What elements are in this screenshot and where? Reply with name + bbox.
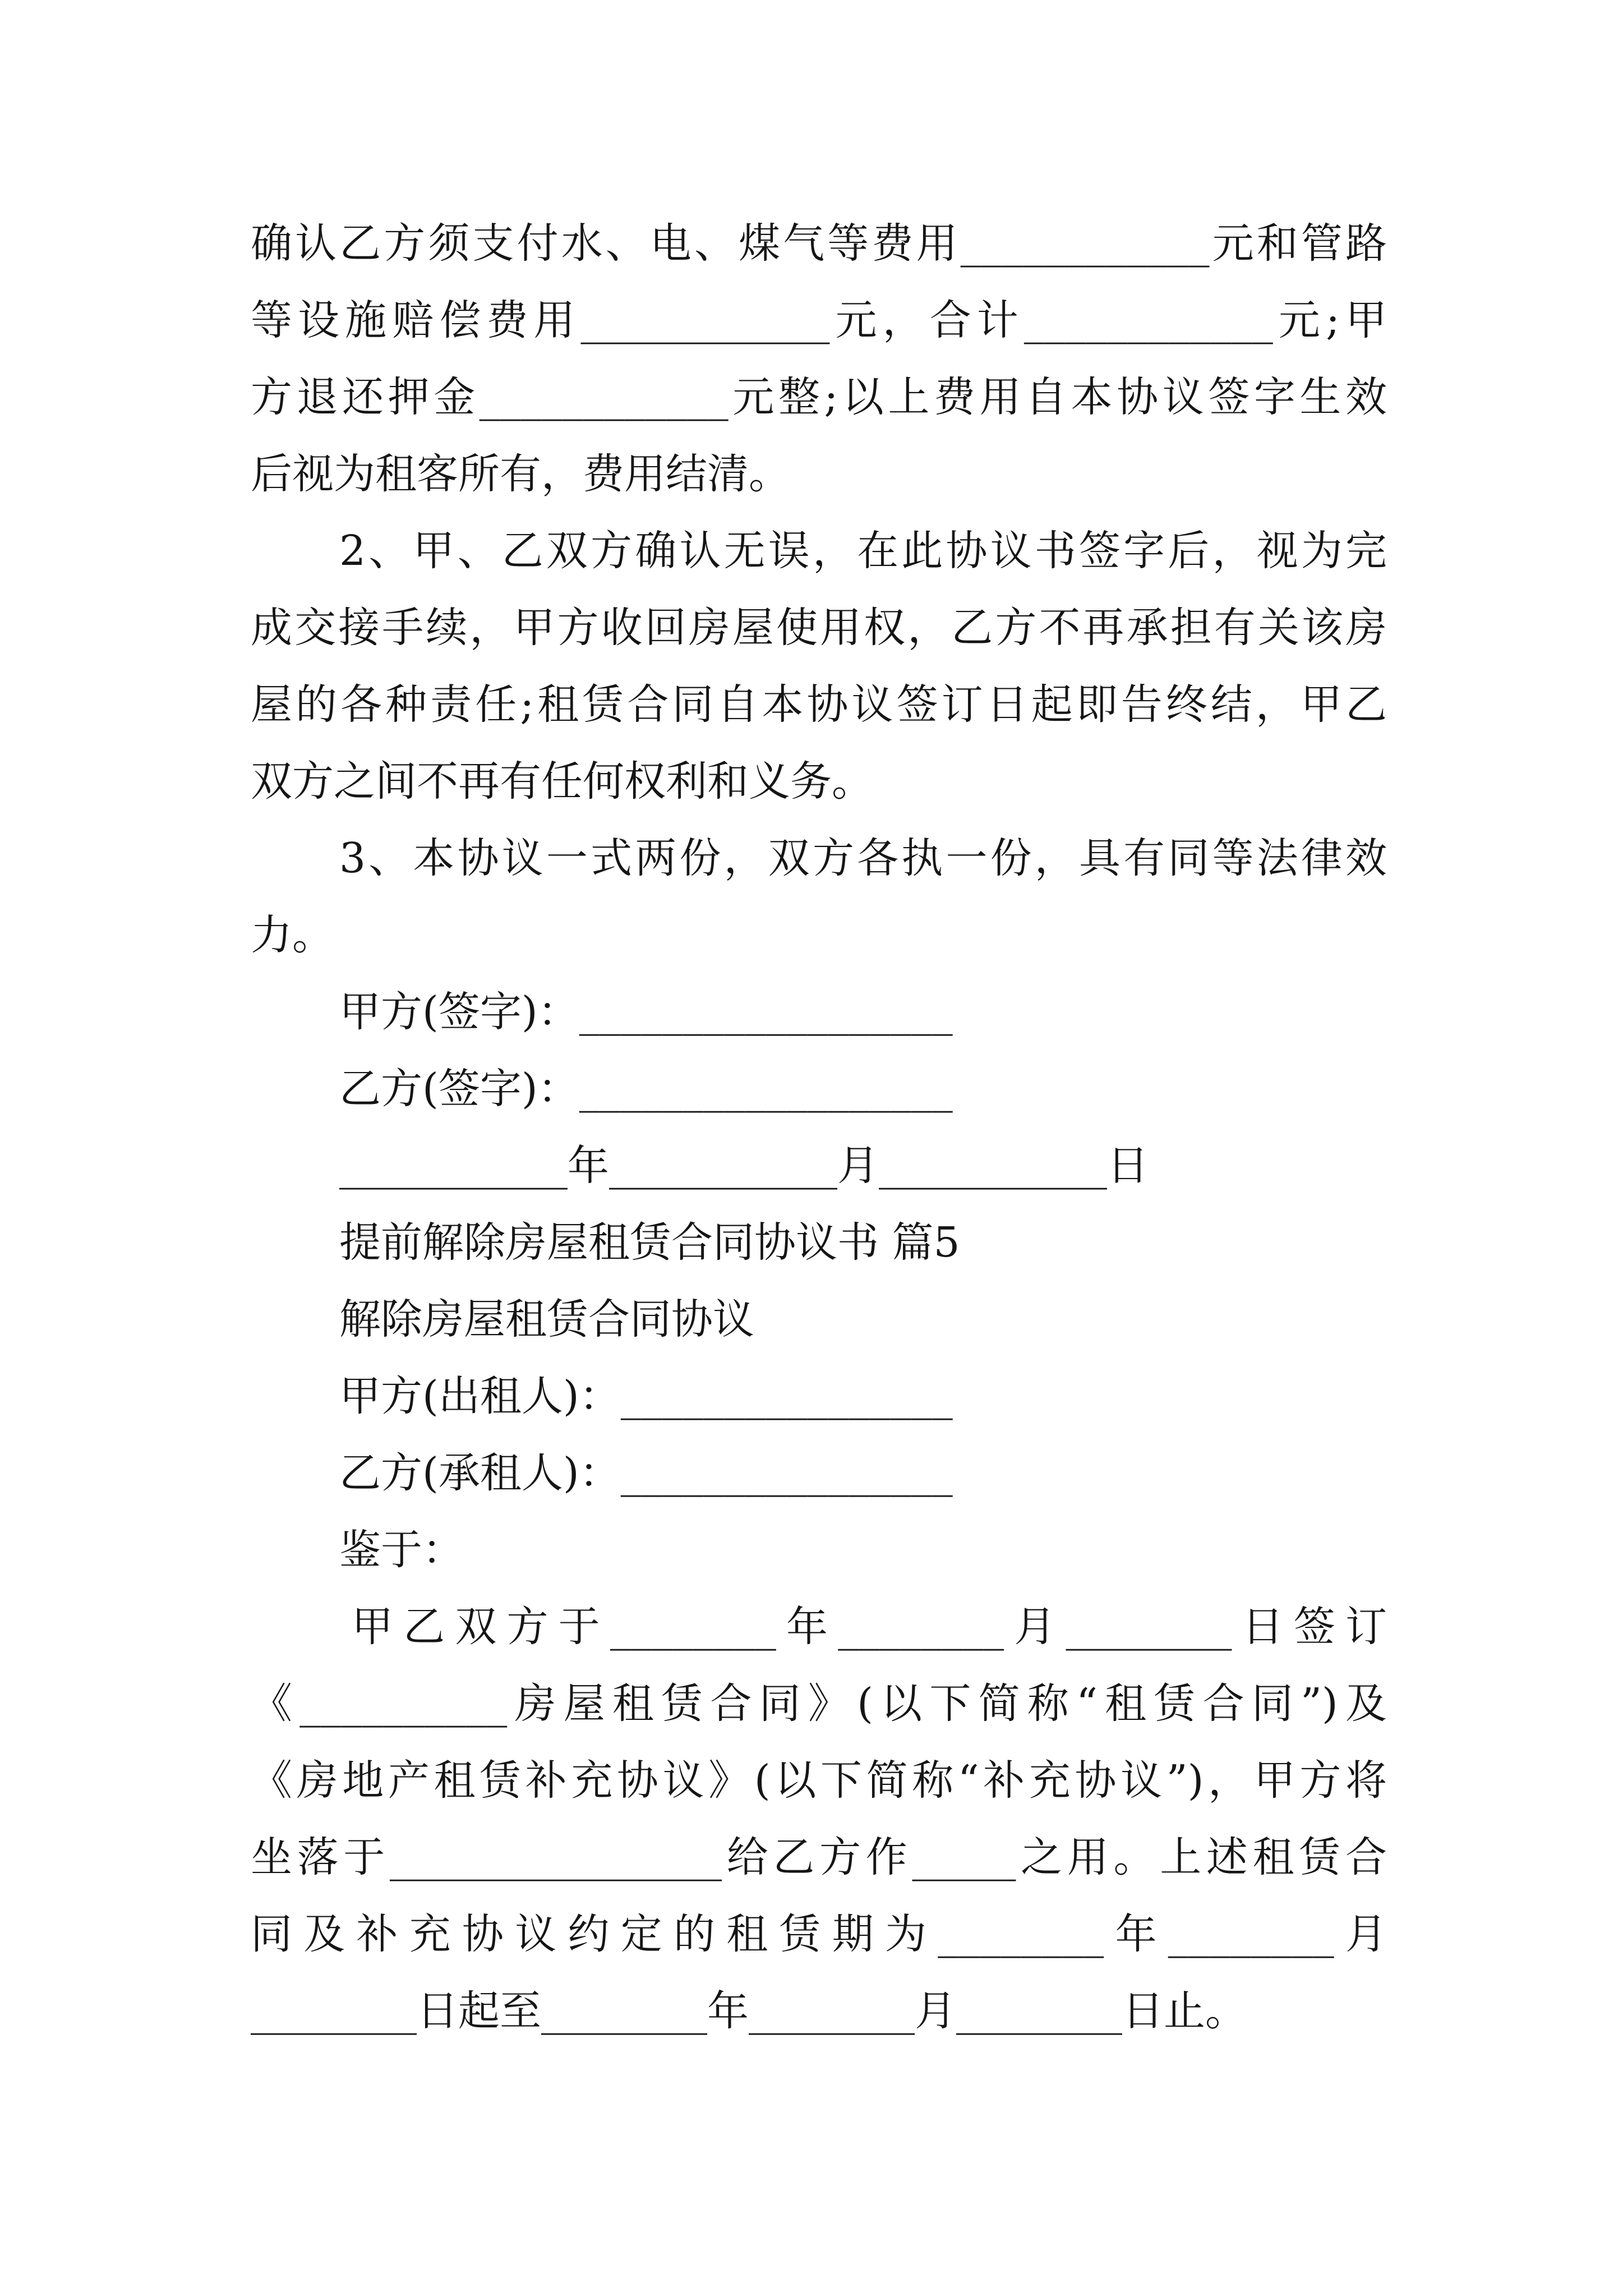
whereas-label: 鉴于：	[339, 1526, 464, 1574]
clause-3-line: 3、本协议一式两份，双方各执一份，具有同等法律效	[339, 834, 1387, 882]
section-heading: 提前解除房屋租赁合同协议书 篇5	[339, 1218, 960, 1267]
signature-line-party-b: 乙方(签字)：__________________	[339, 1065, 953, 1113]
lessor-line: 甲方(出租人)：________________	[339, 1372, 953, 1420]
clause-2-line: 2、甲、乙双方确认无误，在此协议书签字后，视为完	[339, 527, 1387, 575]
whereas-text-line: 甲乙双方于________年________月________日签订	[352, 1603, 1387, 1651]
document-body	[251, 205, 1387, 2050]
clause-2-line: 屋的各种责任;租赁合同自本协议签订日起即告终结，甲乙	[251, 680, 1387, 729]
clause-3-line: 力。	[251, 911, 334, 959]
clause-1-line: 等设施赔偿费用____________元，合计____________元;甲	[251, 296, 1387, 344]
clause-2-line: 双方之间不再有任何权利和义务。	[251, 757, 873, 806]
whereas-text-line: ________日起至________年________月________日止。	[251, 1987, 1247, 2035]
lessee-line: 乙方(承租人)：________________	[339, 1449, 953, 1497]
signature-line-party-a: 甲方(签字)：__________________	[339, 988, 953, 1036]
whereas-text-line: 《__________房屋租赁合同》(以下简称“租赁合同”)及	[251, 1680, 1387, 1728]
agreement-title: 解除房屋租赁合同协议	[339, 1295, 754, 1343]
date-line: ___________年___________月___________日	[339, 1142, 1149, 1190]
clause-1-line: 后视为租客所有，费用结清。	[251, 450, 790, 498]
clause-2-line: 成交接手续，甲方收回房屋使用权，乙方不再承担有关该房	[251, 604, 1387, 652]
whereas-text-line: 坐落于________________给乙方作_____之用。上述租赁合	[251, 1833, 1387, 1881]
whereas-text-line: 《房地产租赁补充协议》(以下简称“补充协议”)，甲方将	[251, 1756, 1387, 1805]
clause-1-line: 确认乙方须支付水、电、煤气等费用____________元和管路	[251, 219, 1387, 268]
clause-1-line: 方退还押金____________元整;以上费用自本协议签字生效	[251, 373, 1387, 421]
whereas-text-line: 同及补充协议约定的租赁期为________年________月	[251, 1910, 1387, 1958]
